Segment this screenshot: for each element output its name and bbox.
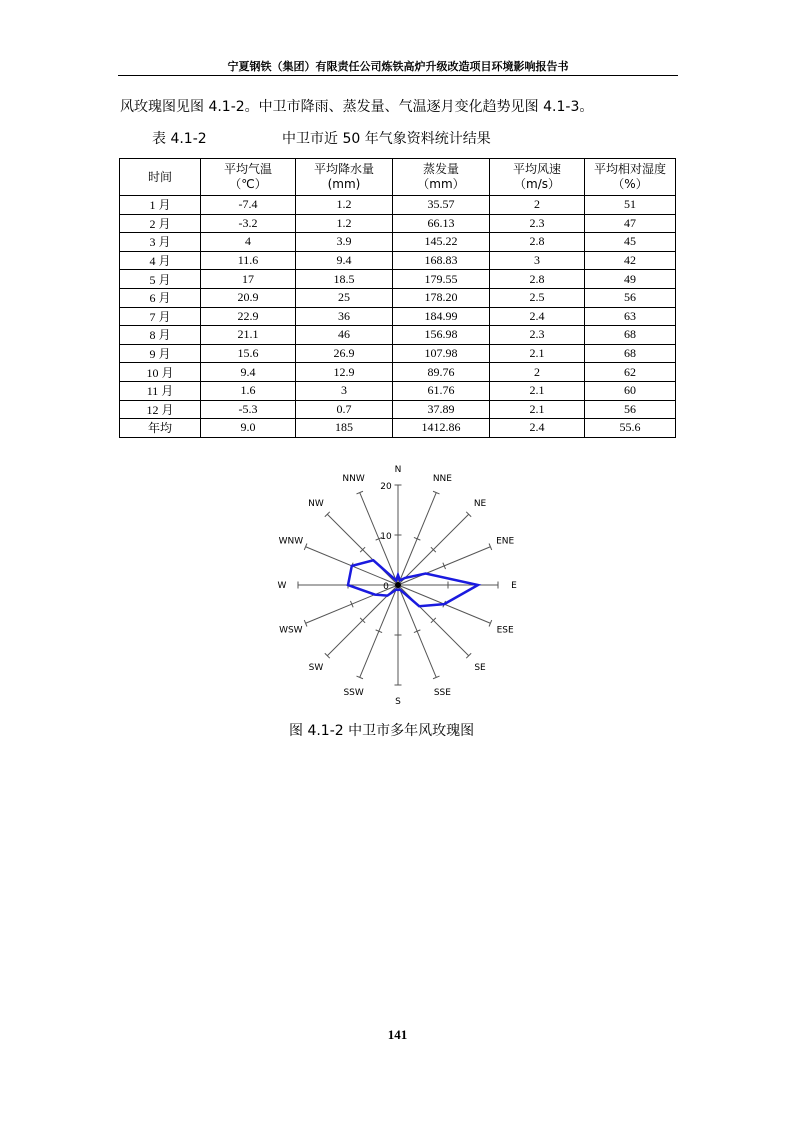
table-cell: 18.5 [296, 270, 393, 289]
direction-label-ene: ENE [496, 536, 515, 547]
table-cell: 68 [585, 344, 676, 363]
direction-label-nnw: NNW [342, 473, 365, 484]
table-cell: 1.6 [201, 381, 296, 400]
table-cell: 9 月 [120, 344, 201, 363]
table-cell: 1.2 [296, 196, 393, 215]
table-cell: 12 月 [120, 400, 201, 419]
radial-tick-label: 10 [380, 532, 392, 542]
page-number: 141 [387, 1027, 408, 1042]
direction-label-nne: NNE [432, 473, 452, 484]
direction-label-ssw: SSW [343, 688, 364, 699]
table-cell: 89.76 [393, 363, 490, 382]
table-row [120, 381, 676, 400]
col-header-humidity: 平均相对湿度 （%） [585, 159, 676, 196]
table-row [120, 400, 676, 419]
table-cell: 2.1 [490, 344, 585, 363]
wind-rose-chart [270, 458, 526, 712]
radial-tick-label: 20 [380, 482, 392, 492]
table-cell: 2.3 [490, 214, 585, 233]
table-cell: 156.98 [393, 326, 490, 345]
table-cell: 49 [585, 270, 676, 289]
table-label: 表 4.1-2 [152, 131, 207, 147]
table-cell: 年均 [120, 419, 201, 438]
table-row [120, 214, 676, 233]
table-cell: 2.8 [490, 270, 585, 289]
table-cell: -3.2 [201, 214, 296, 233]
table-cell: 55.6 [585, 419, 676, 438]
table-cell: 3 [490, 251, 585, 270]
table-cell: 2.3 [490, 326, 585, 345]
table-cell: 68 [585, 326, 676, 345]
header-rule [118, 75, 678, 76]
table-cell: 185 [296, 419, 393, 438]
table-cell: 2.4 [490, 307, 585, 326]
col-header-evap: 蒸发量 （mm） [393, 159, 490, 196]
table-row [120, 363, 676, 382]
weather-stats-table [119, 158, 676, 438]
table-cell: 51 [585, 196, 676, 215]
table-cell: 61.76 [393, 381, 490, 400]
table-cell: 3.9 [296, 233, 393, 252]
table-cell: 2.8 [490, 233, 585, 252]
table-cell: 47 [585, 214, 676, 233]
table-cell: 63 [585, 307, 676, 326]
col-header-wind: 平均风速 （m/s） [490, 159, 585, 196]
table-cell: 3 月 [120, 233, 201, 252]
table-cell: -7.4 [201, 196, 296, 215]
table-cell: 2.5 [490, 288, 585, 307]
table-cell: 2 月 [120, 214, 201, 233]
table-row [120, 326, 676, 345]
table-cell: -5.3 [201, 400, 296, 419]
intro-paragraph: 风玫瑰图见图 4.1-2。中卫市降雨、蒸发量、气温逐月变化趋势见图 4.1-3。 [120, 99, 594, 115]
table-cell: 8 月 [120, 326, 201, 345]
table-row [120, 344, 676, 363]
direction-label-e: E [511, 581, 517, 591]
table-cell: 2 [490, 196, 585, 215]
table-cell: 10 月 [120, 363, 201, 382]
table-cell: 2.4 [490, 419, 585, 438]
table-cell: 11.6 [201, 251, 296, 270]
direction-label-n: N [394, 465, 402, 475]
table-cell: 1412.86 [393, 419, 490, 438]
table-cell: 179.55 [393, 270, 490, 289]
table-cell: 25 [296, 288, 393, 307]
direction-label-w: W [277, 581, 287, 591]
table-cell: 45 [585, 233, 676, 252]
table-cell: 9.4 [296, 251, 393, 270]
table-cell: 2.1 [490, 381, 585, 400]
table-cell: 11 月 [120, 381, 201, 400]
table-row [120, 270, 676, 289]
table-row [120, 288, 676, 307]
table-row [120, 307, 676, 326]
radial-tick-label: 0 [383, 582, 389, 592]
table-cell: 107.98 [393, 344, 490, 363]
table-row [120, 419, 676, 438]
col-header-temp: 平均气温 （℃） [201, 159, 296, 196]
table-cell: 56 [585, 400, 676, 419]
direction-label-sw: SW [308, 663, 324, 674]
table-row [120, 196, 676, 215]
table-cell: 184.99 [393, 307, 490, 326]
table-header-row [120, 159, 676, 196]
table-cell: 62 [585, 363, 676, 382]
table-title: 中卫市近 50 年气象资料统计结果 [282, 131, 491, 147]
table-cell: 145.22 [393, 233, 490, 252]
direction-label-wsw: WSW [279, 625, 303, 636]
table-cell: 60 [585, 381, 676, 400]
table-row [120, 251, 676, 270]
direction-label-sse: SSE [433, 688, 451, 699]
figure-caption: 图 4.1-2 中卫市多年风玫瑰图 [289, 723, 475, 739]
table-cell: 1 月 [120, 196, 201, 215]
col-header-time: 时间 [120, 159, 201, 196]
table-cell: 21.1 [201, 326, 296, 345]
table-cell: 22.9 [201, 307, 296, 326]
direction-label-ne: NE [473, 498, 487, 509]
table-cell: 168.83 [393, 251, 490, 270]
direction-label-se: SE [474, 663, 486, 674]
wind-frequency-polygon [348, 560, 478, 606]
table-cell: 42 [585, 251, 676, 270]
direction-label-ese: ESE [496, 625, 514, 636]
table-cell: 4 [201, 233, 296, 252]
table-row [120, 233, 676, 252]
direction-label-nw: NW [308, 498, 324, 509]
table-cell: 0.7 [296, 400, 393, 419]
table-cell: 12.9 [296, 363, 393, 382]
direction-label-s: S [395, 697, 401, 707]
table-cell: 5 月 [120, 270, 201, 289]
table-cell: 3 [296, 381, 393, 400]
table-cell: 15.6 [201, 344, 296, 363]
table-cell: 66.13 [393, 214, 490, 233]
table-cell: 35.57 [393, 196, 490, 215]
table-cell: 17 [201, 270, 296, 289]
table-cell: 2.1 [490, 400, 585, 419]
table-cell: 36 [296, 307, 393, 326]
table-cell: 46 [296, 326, 393, 345]
table-cell: 178.20 [393, 288, 490, 307]
table-cell: 1.2 [296, 214, 393, 233]
table-cell: 9.0 [201, 419, 296, 438]
table-body [120, 196, 676, 438]
table-cell: 37.89 [393, 400, 490, 419]
table-cell: 56 [585, 288, 676, 307]
col-header-precip: 平均降水量 (mm) [296, 159, 393, 196]
table-cell: 6 月 [120, 288, 201, 307]
table-cell: 26.9 [296, 344, 393, 363]
table-cell: 2 [490, 363, 585, 382]
document-header: 宁夏钢铁（集团）有限责任公司炼铁高炉升级改造项目环境影响报告书 [227, 60, 569, 73]
table-cell: 20.9 [201, 288, 296, 307]
table-cell: 4 月 [120, 251, 201, 270]
table-cell: 7 月 [120, 307, 201, 326]
center-dot [395, 582, 401, 588]
direction-label-wnw: WNW [278, 536, 304, 547]
table-cell: 9.4 [201, 363, 296, 382]
